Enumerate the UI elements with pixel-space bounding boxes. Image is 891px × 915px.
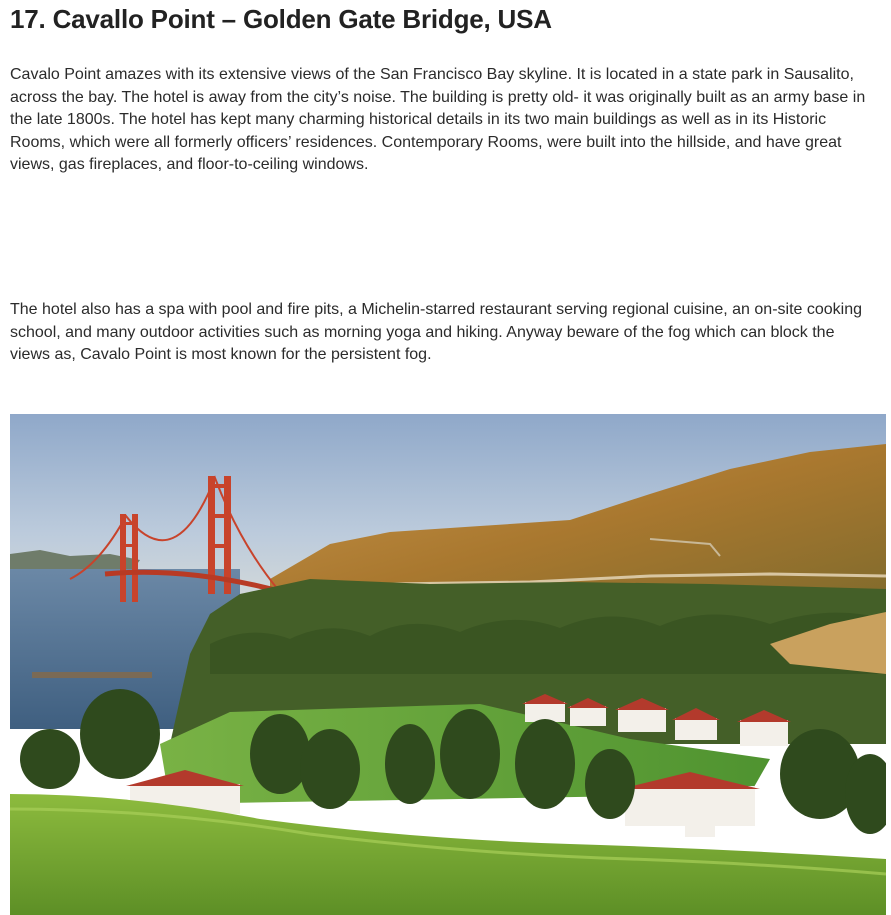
intro-paragraph: Cavalo Point amazes with its extensive views of the San Francisco Bay skyline. It is located in a state park in Sausalito, across the bay. The hotel is away from the city’s noise. The building is pretty old- it was originally built as an army base in the late 1800s. The hotel has kept many charming historical details in its two main buildings as well as in its Historic Rooms, which were all formerly officers’ residences. Contemporary Rooms, were built into the hillside, and have great views, gas fireplaces, and floor-to-ceiling windows. <box>10 66 866 173</box>
amenities-paragraph: The hotel also has a spa with pool and fire pits, a Michelin-starred restaurant serving regional cuisine, an on-site cooking school, and many outdoor activities such as morning yoga and hiking. Anyway beware of the fog which can block the views as, Cavalo Point is most known for the persistent fog. <box>10 301 863 363</box>
golden-gate-landscape-illustration <box>10 414 886 915</box>
pier <box>32 672 152 678</box>
cavallo-point-photo <box>10 414 886 915</box>
article-title: 17. Cavallo Point – Golden Gate Bridge, USA <box>10 4 552 34</box>
